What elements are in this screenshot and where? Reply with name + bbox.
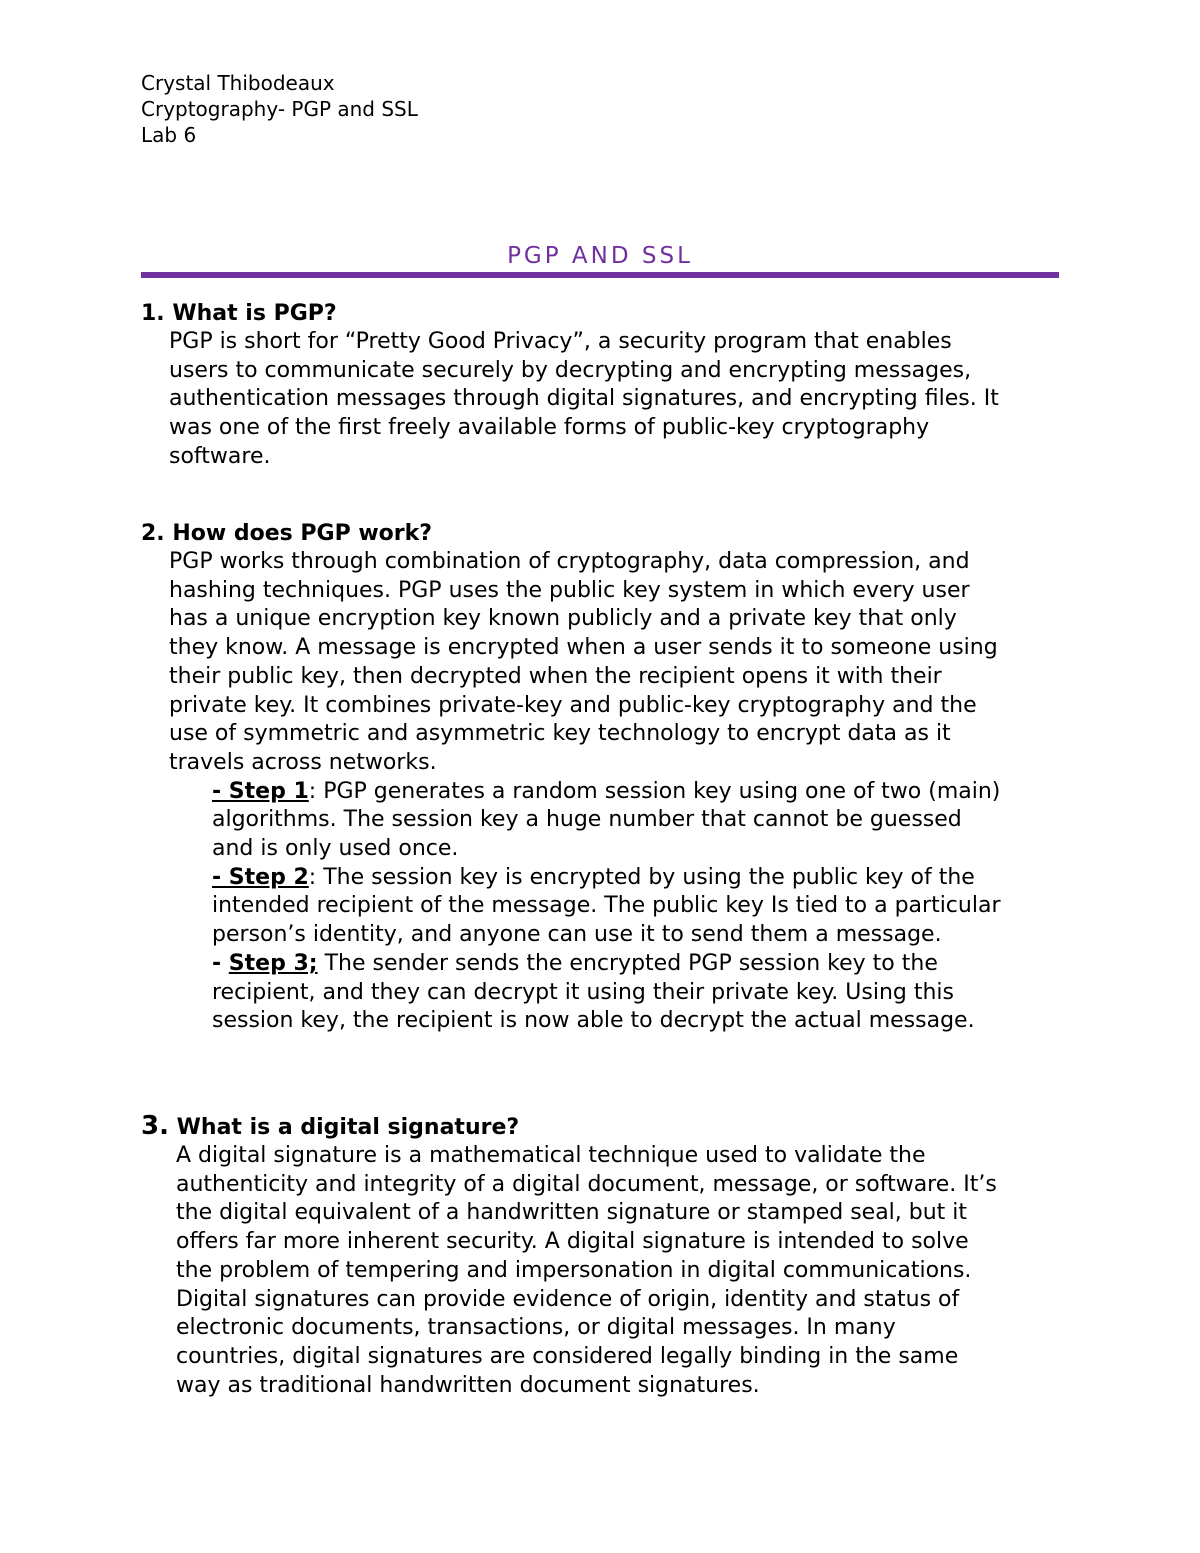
author-name: Crystal Thibodeaux (141, 71, 335, 95)
step-text: PGP generates a random session key using one of two (main) (316, 778, 1001, 804)
question-heading (141, 300, 1071, 328)
answer-line: users to communicate securely by decrypting and encrypting messages, (169, 357, 972, 383)
question-number: 1. (141, 301, 165, 326)
step-label: Step 3; (228, 950, 318, 976)
course-name: Cryptography- PGP and SSL (141, 97, 418, 121)
section-how-pgp-works (141, 520, 1071, 1036)
answer-text (176, 1142, 1071, 1400)
answer-line: authenticity and integrity of a digital document, message, or software. It’s (176, 1171, 997, 1197)
answer-line: hashing techniques. PGP uses the public key system in which every user (169, 577, 970, 603)
lab-number: Lab 6 (141, 123, 197, 147)
answer-line: was one of the first freely available forms of public-key cryptography (169, 415, 930, 441)
answer-line: travels across networks. (169, 749, 437, 775)
step-label: - Step 2 (212, 864, 309, 890)
section-digital-signature (141, 1112, 1071, 1400)
question-number: 2. (141, 521, 165, 546)
document-header (141, 70, 418, 148)
question-heading (141, 1112, 1071, 1142)
question-text: What is a digital signature? (176, 1115, 520, 1140)
step-line: recipient, and they can decrypt it using their private key. Using this (212, 979, 954, 1005)
step-line: algorithms. The session key a huge number that cannot be guessed (212, 807, 962, 833)
step-line: person’s identity, and anyone can use it to send them a message. (212, 922, 942, 948)
step-text: The session key is encrypted by using the public key of the (316, 864, 975, 890)
answer-text (169, 548, 1071, 778)
step-separator: : (308, 864, 317, 890)
step-line: intended recipient of the message. The public key Is tied to a particular (212, 893, 1001, 919)
step-first-line (212, 864, 1071, 893)
step-2 (212, 864, 1071, 950)
answer-line: private key. It combines private-key and public-key cryptography and the (169, 692, 977, 718)
answer-line: their public key, then decrypted when the recipient opens it with their (169, 663, 942, 689)
question-heading (141, 520, 1071, 548)
answer-line: the problem of tempering and impersonation in digital communications. (176, 1257, 972, 1283)
question-text: What is PGP? (172, 301, 337, 326)
answer-line: they know. A message is encrypted when a user sends it to someone using (169, 635, 998, 661)
document-title: PGP AND SSL (507, 243, 693, 269)
step-label: - Step 1 (212, 778, 309, 804)
answer-line: PGP is short for “Pretty Good Privacy”, a security program that enables (169, 329, 952, 354)
answer-text (169, 328, 1071, 472)
question-number: 3. (141, 1111, 169, 1141)
step-separator: : (308, 778, 317, 804)
step-first-line (212, 950, 1071, 979)
step-text: The sender sends the encrypted PGP session key to the (317, 950, 938, 976)
step-3 (212, 950, 1071, 1036)
answer-line: authentication messages through digital signatures, and encrypting files. It (169, 386, 999, 412)
answer-line: the digital equivalent of a handwritten signature or stamped seal, but it (176, 1200, 968, 1226)
answer-line: A digital signature is a mathematical technique used to validate the (176, 1143, 926, 1168)
answer-line: has a unique encryption key known publicly and a private key that only (169, 606, 957, 632)
answer-line: way as traditional handwritten document signatures. (176, 1372, 760, 1398)
question-text: How does PGP work? (172, 521, 433, 546)
step-prefix: - (212, 950, 229, 976)
answer-line: countries, digital signatures are considered legally binding in the same (176, 1343, 959, 1369)
answer-line: Digital signatures can provide evidence of origin, identity and status of (176, 1286, 960, 1312)
step-1 (212, 778, 1071, 864)
step-line: session key, the recipient is now able to decrypt the actual message. (212, 1008, 975, 1034)
steps-list (212, 778, 1071, 1036)
answer-line: offers far more inherent security. A digital signature is intended to solve (176, 1229, 969, 1255)
section-what-is-pgp (141, 300, 1071, 472)
answer-line: use of symmetric and asymmetric key technology to encrypt data as it (169, 721, 951, 747)
answer-line: PGP works through combination of cryptography, data compression, and (169, 549, 970, 574)
answer-line: software. (169, 443, 271, 469)
title-divider (141, 272, 1059, 278)
step-first-line (212, 778, 1071, 807)
answer-line: electronic documents, transactions, or digital messages. In many (176, 1315, 896, 1341)
step-line: and is only used once. (212, 836, 459, 862)
